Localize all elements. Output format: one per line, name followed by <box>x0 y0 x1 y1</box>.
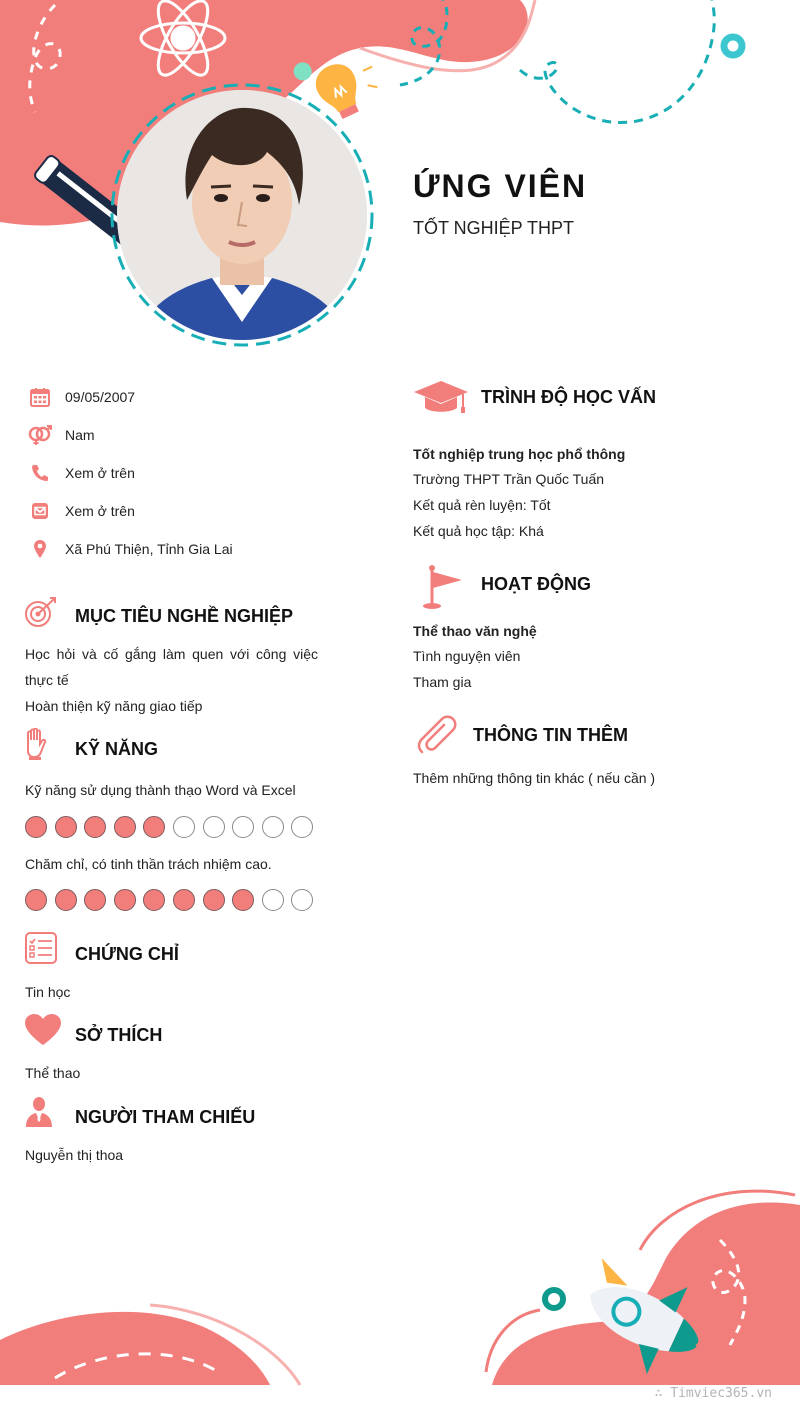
phone-value: Xem ở trên <box>65 465 135 481</box>
rating-dot-filled <box>143 816 165 838</box>
extra-line: Thêm những thông tin khác ( nếu cần ) <box>413 770 656 786</box>
birthdate-row <box>28 385 135 409</box>
rating-dot-filled <box>173 889 195 911</box>
rating-dot-filled <box>84 889 106 911</box>
email-row <box>28 499 135 523</box>
education-line: Kết quả rèn luyện: Tốt <box>413 497 551 513</box>
education-title: TRÌNH ĐỘ HỌC VẤN <box>481 387 656 407</box>
phone-row <box>28 461 135 485</box>
hobbies-title: SỞ THÍCH <box>75 1025 163 1045</box>
address-value: Xã Phú Thiện, Tỉnh Gia Lai <box>65 541 233 557</box>
education-line: Kết quả học tập: Khá <box>413 523 544 539</box>
watermark: ∴ Timviec365.vn <box>654 1386 772 1401</box>
paperclip-icon <box>416 714 460 761</box>
activities-title: HOẠT ĐỘNG <box>481 574 591 594</box>
objective-line: thực tế <box>25 672 69 688</box>
candidate-name: ỨNG VIÊN <box>413 168 588 204</box>
location-icon <box>28 537 52 561</box>
references-title: NGƯỜI THAM CHIẾU <box>75 1107 256 1127</box>
person-icon <box>25 1096 53 1133</box>
rating-dot-filled <box>143 889 165 911</box>
rating-dot-empty <box>262 816 284 838</box>
rating-dot-filled <box>114 816 136 838</box>
hand-icon <box>25 728 47 765</box>
certificates-title: CHỨNG CHỈ <box>75 944 179 964</box>
rating-dot-filled <box>232 889 254 911</box>
calendar-icon <box>28 385 52 409</box>
email-value: Xem ở trên <box>65 503 135 519</box>
rating-dot-filled <box>55 889 77 911</box>
education-line: Trường THPT Trần Quốc Tuấn <box>413 471 605 487</box>
rating-dot-empty <box>262 889 284 911</box>
objective-line: Hoàn thiện kỹ năng giao tiếp <box>25 698 203 714</box>
skill-name: Chăm chỉ, có tinh thần trách nhiệm cao. <box>25 856 272 872</box>
activities-line: Tham gia <box>413 674 472 690</box>
rating-dot-empty <box>173 816 195 838</box>
extra-title: THÔNG TIN THÊM <box>473 725 628 745</box>
birthdate-value: 09/05/2007 <box>65 389 136 405</box>
rating-dot-filled <box>203 889 225 911</box>
heart-icon <box>24 1014 62 1051</box>
phone-icon <box>28 461 52 485</box>
flag-icon <box>420 564 464 615</box>
rating-dot-empty <box>291 816 313 838</box>
rating-dot-empty <box>232 816 254 838</box>
skill-name: Kỹ năng sử dụng thành thạo Word và Excel <box>25 782 296 798</box>
rating-dot-empty <box>291 889 313 911</box>
reference-item: Nguyễn thị thoa <box>25 1147 124 1163</box>
objective-line: Học hỏi và cố gắng làm quen với công việc <box>25 646 318 662</box>
address-row <box>28 537 233 561</box>
candidate-position: TỐT NGHIỆP THPT <box>413 218 575 238</box>
target-icon <box>24 596 58 633</box>
objective-title: MỤC TIÊU NGHỀ NGHIỆP <box>75 606 294 626</box>
checklist-icon <box>25 932 57 969</box>
rating-dot-filled <box>25 816 47 838</box>
skill-rating <box>25 816 313 838</box>
skill-rating <box>25 889 313 911</box>
avatar <box>117 90 367 340</box>
certificate-item: Tin học <box>25 984 71 1000</box>
rating-dot-filled <box>114 889 136 911</box>
gender-row <box>28 423 95 447</box>
gender-value: Nam <box>65 427 95 443</box>
gender-icon <box>28 423 52 447</box>
rating-dot-filled <box>84 816 106 838</box>
activities-heading: Thể thao văn nghệ <box>413 623 537 639</box>
rating-dot-empty <box>203 816 225 838</box>
activities-line: Tình nguyện viên <box>413 648 521 664</box>
hobby-item: Thể thao <box>25 1065 81 1081</box>
graduation-cap-icon <box>413 380 469 421</box>
rating-dot-filled <box>25 889 47 911</box>
skills-title: KỸ NĂNG <box>75 739 159 759</box>
rating-dot-filled <box>55 816 77 838</box>
email-icon <box>28 499 52 523</box>
education-heading: Tốt nghiệp trung học phổ thông <box>413 446 626 462</box>
